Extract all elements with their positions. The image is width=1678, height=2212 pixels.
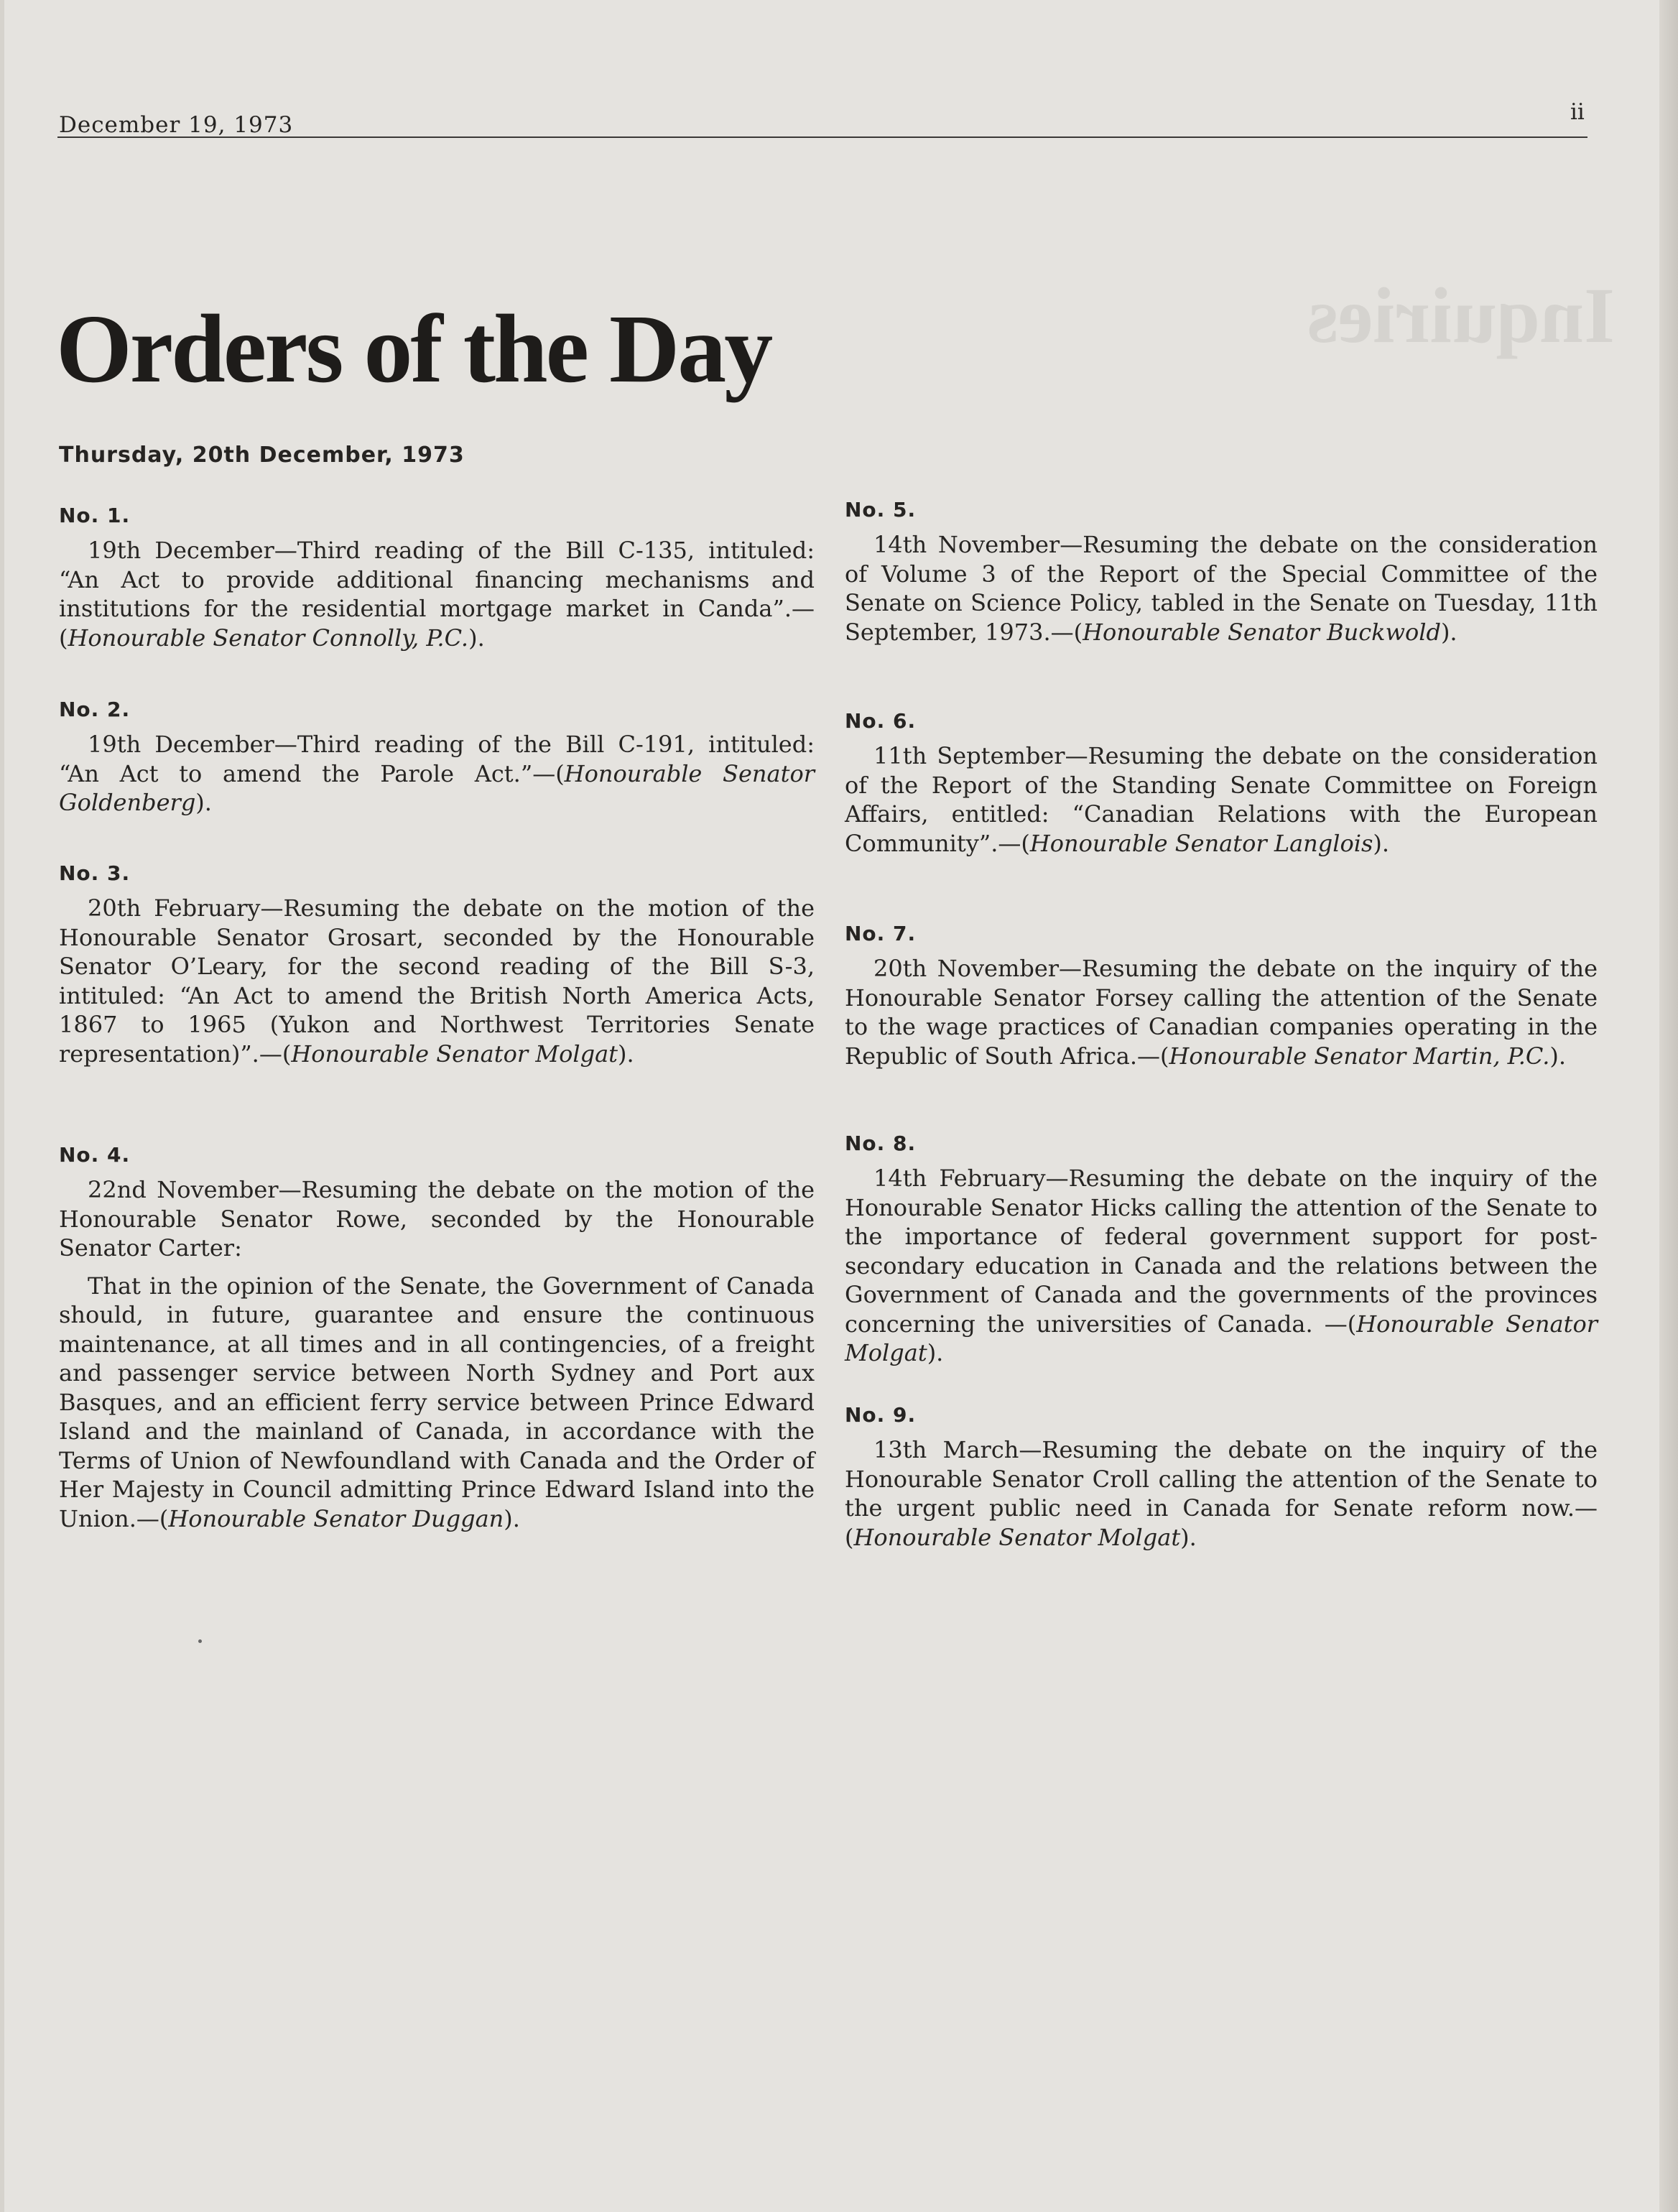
item-number: No. 9. [845,1403,917,1427]
item-body: That in the opinion of the Senate, the Government of Canada should, in future, guarantee and ensure the continuous maintenance, at all times and in all contingencies, of a freight and passenger service between North Sydney and Port aux Basques, and an efficient ferry service between Prince Edward Island and the mainland of Canada, in accordance with the Terms of Union of Newfoundland with Canada and the Order of Her Majesty in Council admitting Prince Edward Island into the Union.—( [59,1272,815,1532]
item-sponsor: Honourable Senator Molgat [853,1523,1181,1551]
header-rule [57,136,1587,138]
item-sponsor: Honourable Senator Buckwold [1083,618,1441,646]
item-body: 20th February—Resuming the debate on the motion of the Honourable Senator Grosart, seconded by the Honourable Senator O’Leary, for the second reading of the Bill S-3, intituled: “An Act to amend the British North America Acts, 1867 to 1965 (Yukon and Northwest Territories Senate representation)”.—( [59,894,815,1068]
item-number: No. 5. [845,498,917,522]
page-number: ii [1570,99,1585,125]
order-item-6 [845,708,1598,858]
order-item-5 [845,497,1598,647]
item-text [845,1164,1598,1368]
item-number: No. 1. [59,504,131,527]
page-right-edge [1659,0,1678,2212]
item-body: 20th November—Resuming the debate on the inquiry of the Honourable Senator Forsey calling the attention of the Senate to the wage practices of Canadian companies operating in the Republic of South Africa.—( [845,955,1598,1070]
order-item-7 [845,921,1598,1070]
order-item-2 [59,697,815,818]
item-sponsor: Honourable Senator Martin, P.C. [1169,1042,1550,1070]
item-text [845,954,1598,1070]
item-closer: ). [927,1339,944,1366]
item-text [59,536,815,652]
item-body: 19th December—Third reading of the Bill C-135, intituled: “An Act to provide additional financing mechanisms and institutions for the residential mortgage market in Canda”.—( [59,537,815,652]
order-item-8 [845,1131,1598,1368]
order-item-3 [59,861,815,1068]
motion-text [59,1272,815,1534]
item-closer: ). [1373,829,1390,857]
page-subtitle: Thursday, 20th December, 1973 [59,443,465,468]
item-text [845,530,1598,647]
item-body: 11th September—Resuming the debate on the consideration of the Report of the Standing Senate Committee on Foreign Affairs, entitled: “Canadian Relations with the European Community”.—( [845,742,1598,857]
item-closer: ). [468,624,485,652]
item-sponsor: Honourable Senator Molgat [845,1310,1598,1366]
header-date: December 19, 1973 [59,112,294,138]
item-text: 22nd November—Resuming the debate on the motion of the Honourable Senator Rowe, seconded by the Honourable Senator Carter: [59,1176,815,1262]
order-item-9 [845,1402,1598,1552]
item-text [845,1435,1598,1552]
item-sponsor: Honourable Senator Goldenberg [59,759,815,816]
stray-mark [198,1639,202,1643]
item-number: No. 4. [59,1143,131,1167]
item-closer: ). [1549,1042,1567,1070]
show-through-text: Inquiries [1307,272,1615,359]
page-title: Orders of the Day [56,295,771,403]
item-number: No. 8. [845,1132,917,1155]
item-text [59,730,815,818]
item-closer: ). [618,1040,634,1068]
order-item-4 [59,1142,815,1533]
item-closer: ). [1440,618,1457,646]
item-closer: ). [1180,1523,1197,1551]
item-number: No. 3. [59,861,131,885]
item-number: No. 7. [845,922,917,945]
item-body: 14th February—Resuming the debate on the inquiry of the Honourable Senator Hicks calling the attention of the Senate to the importance of federal government support for post-secondary education in Canada and the relations between the Government of Canada and the governments of the provinces concerning the universities of Canada. —( [845,1165,1598,1338]
item-body: 13th March—Resuming the debate on the inquiry of the Honourable Senator Croll calling the attention of the Senate to the urgent public need in Canada for Senate reform now.—( [845,1436,1598,1551]
order-item-1 [59,503,815,652]
item-closer: ). [195,789,212,816]
item-number: No. 6. [845,709,917,733]
item-sponsor: Honourable Senator Langlois [1029,829,1373,857]
item-closer: ). [504,1504,520,1532]
page-left-edge [0,0,4,2212]
item-sponsor: Honourable Senator Duggan [168,1504,504,1532]
item-sponsor: Honourable Senator Molgat [291,1040,618,1068]
item-text [59,894,815,1068]
item-body: 14th November—Resuming the debate on the consideration of Volume 3 of the Report of the Special Committee of the Senate on Science Policy, tabled in the Senate on Tuesday, 11th September, 1973.—( [845,531,1598,646]
item-text [845,741,1598,858]
item-number: No. 2. [59,698,131,721]
item-sponsor: Honourable Senator Connolly, P.C. [68,624,469,652]
item-body: 19th December—Third reading of the Bill C-191, intituled: “An Act to amend the Parole Act.”—( [59,731,815,787]
